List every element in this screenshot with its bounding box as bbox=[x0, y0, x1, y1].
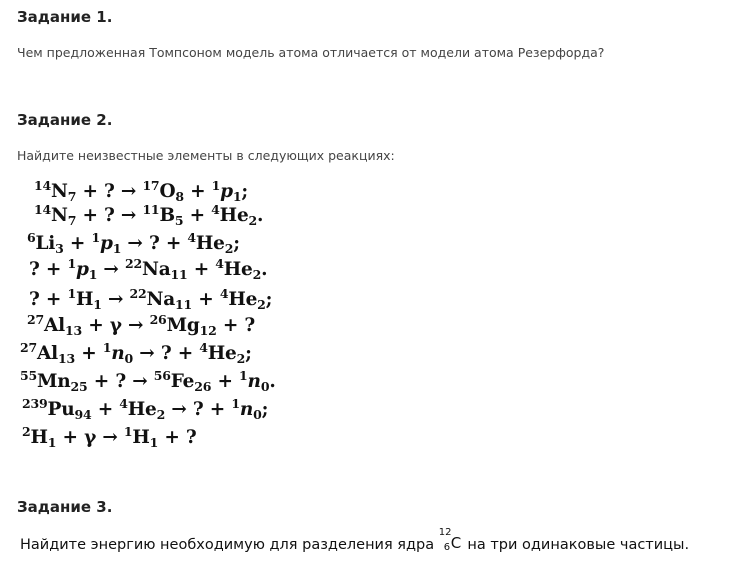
task2-prompt: Найдите неизвестные элементы в следующих реакциях: bbox=[17, 148, 395, 163]
reaction-6: $^{27}Al_{13} + \gamma \to ^{26}Mg_{12}$ + ? bbox=[27, 312, 256, 338]
task1-heading: Задание 1. bbox=[17, 8, 113, 26]
task3-text bbox=[20, 527, 690, 553]
nucleus-symbol: C bbox=[450, 534, 462, 552]
nucleus-mass-number: 12 bbox=[438, 527, 452, 538]
carbon-nucleus bbox=[438, 527, 463, 553]
task3-text-before: Найдите энергию необходимую для разделения ядра bbox=[20, 537, 435, 553]
reaction-2: $^{14}N_7$ + ? → $^{11}B_5 + ^4He_2$. bbox=[34, 202, 264, 228]
reaction-4: ? + $^1p_1 \to ^{22}Na_{11} + ^4He_2$. bbox=[29, 256, 268, 282]
task3-text-after: на три одинаковые частицы. bbox=[467, 537, 690, 553]
reaction-7: $^{27}Al_{13} + ^1n_0$ → ? + $^4He_2$; bbox=[20, 340, 252, 366]
task3-heading: Задание 3. bbox=[17, 498, 113, 516]
nucleus-charge-number: 6 bbox=[443, 542, 451, 553]
reaction-9: $^{239}Pu_{94} + ^4He_2$ → ? + $^1n_0$; bbox=[22, 396, 269, 422]
task1-question: Чем предложенная Томпсоном модель атома отличается от модели атома Резерфорда? bbox=[17, 45, 605, 60]
reaction-1: $^{14}N_7$ + ? → $^{17}O_8 + ^1p_1$; bbox=[34, 178, 249, 204]
reaction-5: ? + $^1H_1 \to ^{22}Na_{11} + ^4He_2$; bbox=[29, 286, 273, 312]
reaction-8: $^{55}Mn_{25}$ + ? → $^{56}Fe_{26} + ^1n_0$. bbox=[20, 368, 276, 394]
reaction-3: $^6Li_3 + ^1p_1$ → ? + $^4He_2$; bbox=[27, 230, 240, 256]
reaction-10: $^2H_1 + \gamma \to ^1H_1$ + ? bbox=[22, 424, 197, 450]
task2-heading: Задание 2. bbox=[17, 111, 113, 129]
